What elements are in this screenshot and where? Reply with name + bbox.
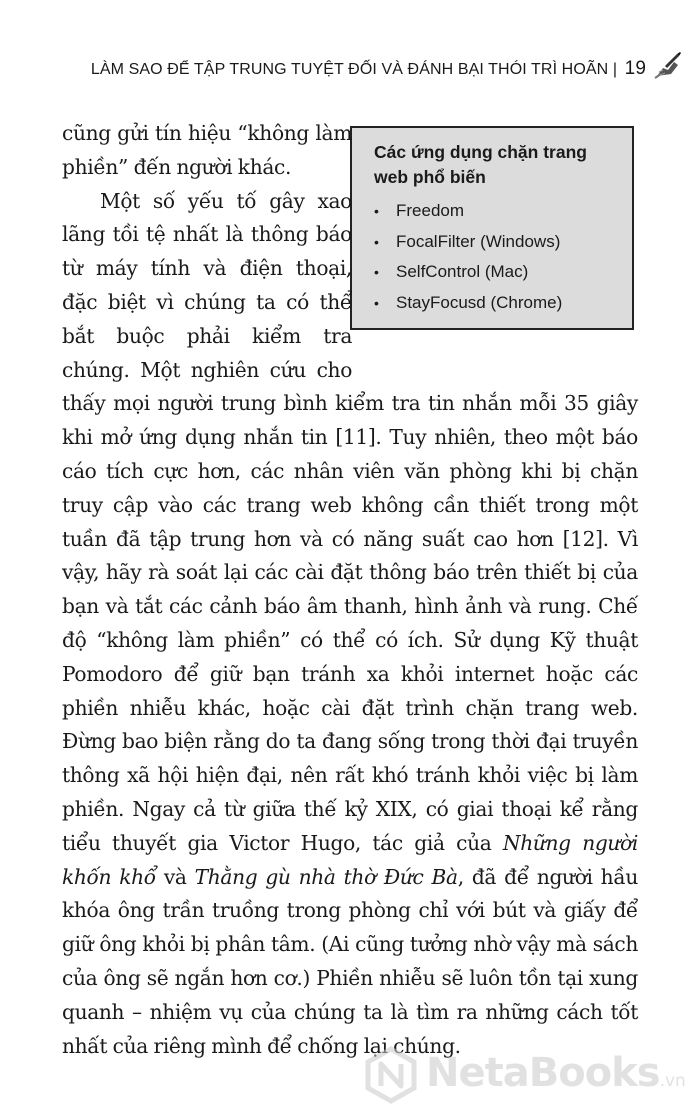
netabooks-n-logo-icon (362, 1046, 420, 1104)
paragraph-2-part-b: và (155, 864, 195, 889)
watermark-brand: NetaBooks (426, 1050, 660, 1096)
paragraph-2-part-c: , đã để người hầu khóa ông trần truồng trong phòng chỉ với bút và giấy để giữ ông khỏi bị phân tâm. (Ai cũng tưởng nhờ vậy mà sách của ông sẽ ngắn hơn cơ.) Phiền nhiễu sẽ luôn tồn tại xung quanh – nhiệm vụ của chúng ta là tìm ra những cách tốt nhất của riêng mình để chống lại chúng. (62, 864, 638, 1058)
list-item: • Freedom (374, 196, 616, 227)
hand-writing-icon (651, 50, 683, 82)
watermark-text (426, 1050, 686, 1096)
header-separator: | (612, 61, 618, 78)
list-item: • StayFocusd (Chrome) (374, 288, 616, 319)
header-title: LÀM SAO ĐỂ TẬP TRUNG TUYỆT ĐỐI VÀ ĐÁNH BẠI THÓI TRÌ HOÃN (90, 61, 609, 78)
running-header (0, 58, 646, 80)
book-title-2: Thằng gù nhà thờ Đức Bà (194, 864, 458, 889)
body-text (62, 117, 638, 1063)
paragraph-2-part-a: Một số yếu tố gây xao lãng tồi tệ nhất là thông báo từ máy tính và điện thoại, đặc biệt vì chúng ta có thể bắt buộc phải kiểm tra chúng. Một nghiên cứu cho thấy mọi người trung bình kiểm tra tin nhắn mỗi 35 giây khi mở ứng dụng nhắn tin [11]. Tuy nhiên, theo một báo cáo tích cực hơn, các nhân viên văn phòng khi bị chặn truy cập vào các trang web không cần thiết trong một tuần đã tập trung hơn và có năng suất cao hơn [12]. Vì vậy, hãy rà soát lại các cài đặt thông báo trên thiết bị của bạn và tắt các cảnh báo âm thanh, hình ảnh và rung. Chế độ “không làm phiền” có thể có ích. Sử dụng Kỹ thuật Pomodoro để giữ bạn tránh xa khỏi internet hoặc các phiền nhiễu khác, hoặc cài đặt trình chặn trang web. Đừng bao biện rằng do ta đang sống trong thời đại truyền thông xã hội hiện đại, nên rất khó tránh khỏi việc bị làm phiền. Ngay cả từ giữa thế kỷ XIX, có giai thoại kể rằng tiểu thuyết gia Victor Hugo, tác giả của (62, 188, 638, 855)
page-number: 19 (624, 58, 646, 79)
watermark (362, 1046, 692, 1106)
list-item: • SelfControl (Mac) (374, 257, 616, 288)
list-item: • FocalFilter (Windows) (374, 227, 616, 258)
book-title-1: Những người khốn khổ (62, 830, 638, 889)
paragraph-1: cũng gửi tín hiệu “không làm phiền” đến người khác. (62, 121, 352, 179)
app-list-title: Các ứng dụng chặn trang web phổ biến (374, 142, 587, 187)
sidebar-space (352, 117, 638, 385)
watermark-suffix: .vn (659, 1071, 686, 1091)
